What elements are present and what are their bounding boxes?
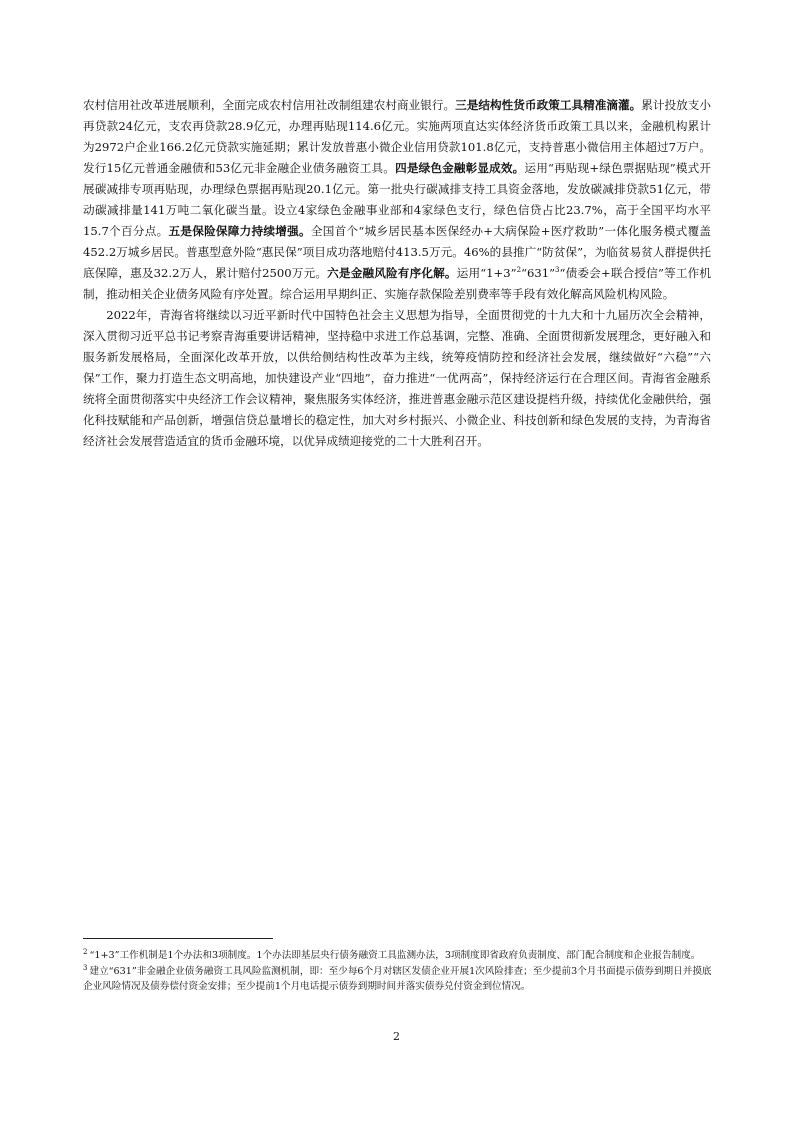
footnote-ref-3[interactable]: 3 [555,266,560,275]
footnote-mark: 3 [83,963,88,972]
footnote-ref-2[interactable]: 2 [516,266,522,275]
footnote-text: 建立“631”非金融企业债务融资工具风险监测机制，即：至少每6个月对辖区发债企业开展1次风险排查；至少提前3个月书面提示债券到期日并摸底企业风险情况及债券偿付资金安排；至少提前1个月电话提示债券到期时间并落实债券兑付资金到位情况。 [83,966,712,992]
text-green-finance: 运用“再贴现+绿色票据贴现”模式开展碳减排专项再贴现，办理绿色票据再贴现20.1亿元。第一批央行碳减排支持工具资金落地，发放碳减排贷款51亿元，带动碳减排量141万吨二氧化碳当量。设立4家绿色金融事业部和4家绿色支行，绿色信贷占比23.7%，高于全国平均水平15.7个百分点。 [83,161,711,238]
footnotes [83,948,713,995]
footnote-text: “1+3”工作机制是1个办法和3项制度。1个办法即基层央行债务融资工具监测办法，3项制度即省政府负责制度、部门配合制度和企业报告制度。 [89,950,701,961]
body-text [83,95,711,452]
text-risk-1: 运用“1+3” [456,266,517,280]
page-number: 2 [393,1030,400,1043]
text-risk-2: “631” [521,266,556,280]
paragraph-financial-reform [83,95,711,305]
text-risk-3: “债委会+联合授信”等工作机制，推动相关企业债务风险有序处置。综合运用早期纠正、实施存款保险差别费率等手段有效化解高风险机构风险。 [83,266,712,301]
heading-green-finance: 四是绿色金融彰显成效。 [395,161,525,175]
footnote-divider [83,938,273,939]
text-structural-tools: 累计投放支小再贷款24亿元，支农再贷款28.9亿元，办理再贴现114.6亿元。实施两项直达实体经济货币政策工具以来，金融机构累计为2972户企业166.2亿元贷款实施延期；累计发放普惠小微企业信用贷款101.8亿元，支持普惠小微信用主体超过7万户。发行15亿元普通金融债和53亿元非金融企业债务融资工具。 [83,98,711,175]
footnote-mark: 2 [83,947,88,956]
text-rural-credit-reform: 农村信用社改革进展顺利，全面完成农村信用社改制组建农村商业银行。 [83,98,456,112]
heading-insurance: 五是保险保障力持续增强。 [168,224,311,238]
paragraph-2022-outlook: 2022年，青海省将继续以习近平新时代中国特色社会主义思想为指导，全面贯彻党的十九大和十九届历次全会精神，深入贯彻习近平总书记考察青海重要讲话精神，坚持稳中求进工作总基调，完整、准确、全面贯彻新发展理念，更好融入和服务新发展格局，全面深化改革开放，以供给侧结构性改革为主线，统筹疫情防控和经济社会发展，继续做好“六稳”“六保”工作，聚力打造生态文明高地，加快建设产业“四地”，奋力推进“一优两高”，保持经济运行在合理区间。青海省金融系统将全面贯彻落实中央经济工作会议精神，聚焦服务实体经济，推进普惠金融示范区建设提档升级，持续优化金融供给，强化科技赋能和产品创新，增强信贷总量增长的稳定性，加大对乡村振兴、小微企业、科技创新和绿色发展的支持，为青海省经济社会发展营造适宜的货币金融环境，以优异成绩迎接党的二十大胜利召开。 [83,308,711,448]
heading-risk-resolution: 六是金融风险有序化解。 [327,266,457,280]
footnote-3 [83,964,713,994]
footnote-2 [83,948,713,963]
text-insurance: 全国首个“城乡居民基本医保经办+大病保险+医疗救助”一体化服务模式覆盖452.2万城乡居民。普惠型意外险“惠民保”项目成功落地赔付413.5万元。46%的县推广“防贫保”，为临贫易贫人群提供托底保障，惠及32.2万人，累计赔付2500万元。 [83,224,711,280]
heading-structural-tools: 三是结构性货币政策工具精准滴灌。 [455,98,642,112]
